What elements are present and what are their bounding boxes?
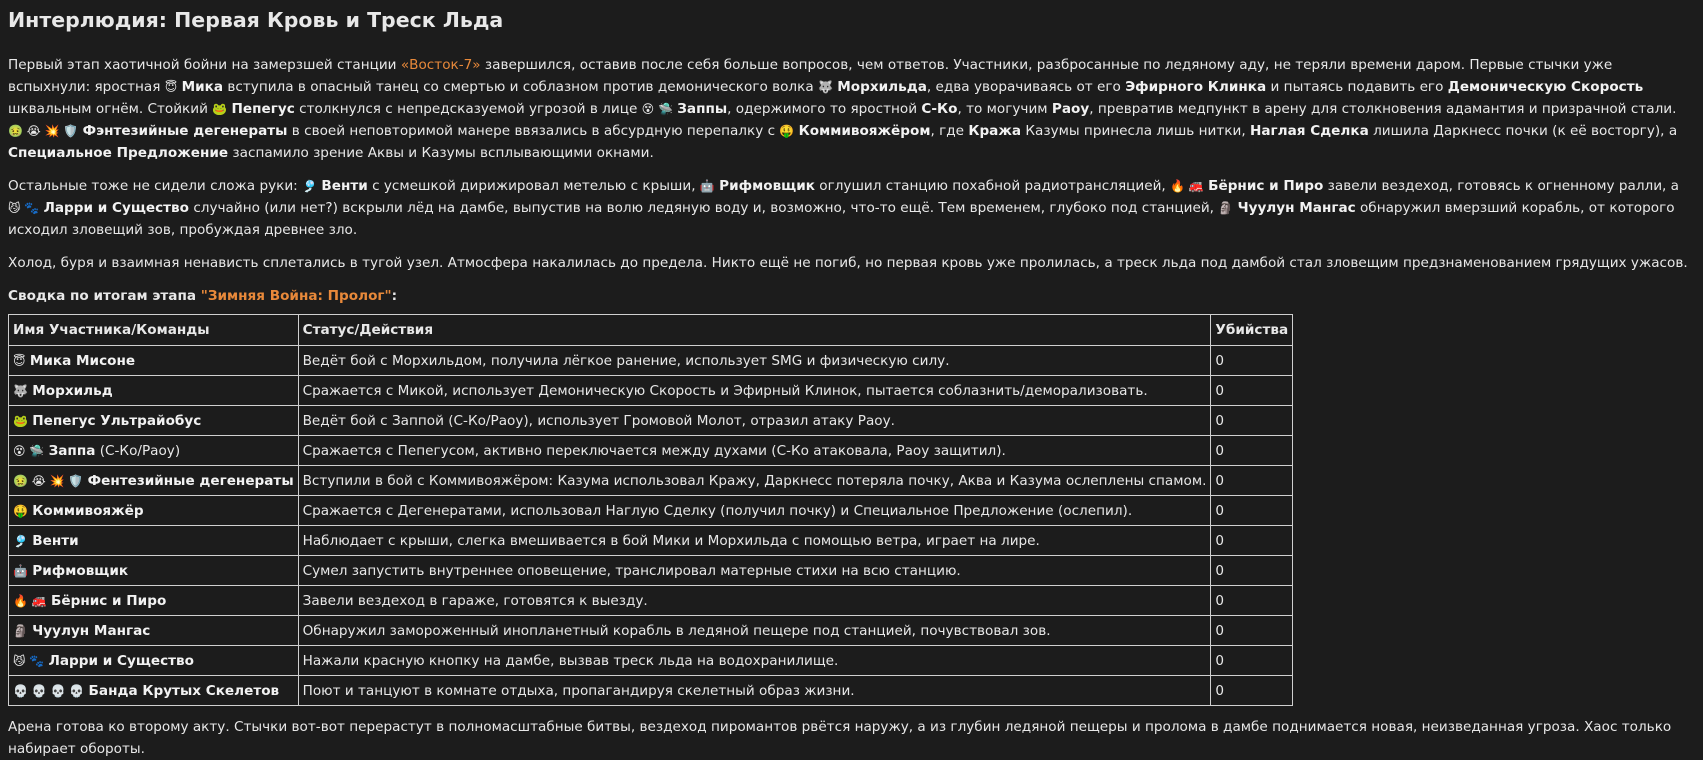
- wind-chime-emoji-icon: 🎐: [302, 179, 318, 193]
- table-row: [9, 526, 1293, 556]
- table-row: [9, 586, 1293, 616]
- ability-name: Специальное Предложение: [8, 145, 229, 161]
- participant-name: Бёрнис и Пиро: [1208, 178, 1324, 194]
- participant-name: Мика: [181, 79, 224, 95]
- kills-cell: 0: [1211, 406, 1293, 436]
- text-segment: , одержимого то яростной: [727, 101, 922, 117]
- atmosphere-paragraph: Холод, буря и взаимная ненависть сплетались в тугой узел. Атмосфера накалилась до предела. Никто ещё не погиб, но первая кровь уже пролилась, а треск льда под дамбой стал зловещим предзнаменованием грядущих ужасов.: [8, 255, 1688, 271]
- text-segment: с усмешкой дирижировал метелью с крыши,: [367, 178, 700, 194]
- participant-emoji-icon: 🤖: [13, 563, 28, 578]
- participant-name: Рифмовщик: [719, 178, 815, 194]
- angel-emoji-icon: 😇: [164, 80, 178, 94]
- participant-name: Коммивояжёр: [32, 502, 144, 519]
- stage-name: "Зимняя Война: Пролог": [200, 288, 392, 304]
- team-emoji-icon: 🤢 😭 💥 🛡️: [8, 124, 79, 138]
- text-segment: оглушил станцию похабной радиотрансляцией,: [814, 178, 1171, 194]
- fire-truck-emoji-icon: 🔥 🚒: [1170, 179, 1204, 193]
- table-row: [9, 556, 1293, 586]
- kills-cell: 0: [1211, 346, 1293, 376]
- text-segment: вступила в опасный танец со смертью и соблазном против демонического волка: [223, 79, 818, 95]
- participant-name: Ларри и Существо: [43, 200, 189, 216]
- text-segment: лишила Даркнесс почки (к её восторгу), а: [1368, 123, 1678, 139]
- table-header-row: [9, 315, 1293, 346]
- text-segment: Казумы принесла лишь нитки,: [1021, 123, 1250, 139]
- text-segment: Остальные тоже не сидели сложа руки:: [8, 178, 303, 194]
- column-header-status: Статус/Действия: [298, 315, 1211, 346]
- kills-cell: 0: [1211, 526, 1293, 556]
- summary-heading: [8, 285, 1695, 307]
- status-cell: Ведёт бой с Заппой (С-Ко/Раоу), использует Громовой Молот, отразил атаку Раоу.: [298, 406, 1211, 436]
- kills-cell: 0: [1211, 376, 1293, 406]
- summary-table: [8, 314, 1293, 706]
- table-row: [9, 646, 1293, 676]
- participant-emoji-icon: 😵 🛸: [13, 443, 45, 458]
- participant-name: Фэнтезийные дегенераты: [82, 123, 288, 139]
- participant-cell: [9, 556, 299, 586]
- robot-emoji-icon: 🤖: [699, 179, 715, 193]
- participant-name: Мика Мисоне: [29, 352, 136, 369]
- summary-prefix: Сводка по итогам этапа: [8, 288, 201, 304]
- status-cell: Нажали красную кнопку на дамбе, вызвав треск льда на водохранилище.: [298, 646, 1211, 676]
- table-body: [9, 346, 1293, 706]
- dizzy-ufo-emoji-icon: 😵 🛸: [641, 102, 673, 116]
- participant-emoji-icon: 😼 🐾: [13, 653, 45, 668]
- kills-cell: 0: [1211, 496, 1293, 526]
- cat-paws-emoji-icon: 😼 🐾: [8, 201, 40, 215]
- participant-emoji-icon: 🎐: [13, 533, 28, 548]
- participant-emoji-icon: 🐺: [13, 383, 28, 398]
- table-row: [9, 406, 1293, 436]
- participant-emoji-icon: 🔥 🚒: [13, 593, 47, 608]
- table-row: [9, 616, 1293, 646]
- participant-emoji-icon: 🐸: [13, 413, 28, 428]
- status-cell: Сумел запустить внутреннее оповещение, транслировал матерные стихи на всю станцию.: [298, 556, 1211, 586]
- participant-emoji-icon: 🤑: [13, 503, 28, 518]
- participant-extra: (С-Ко/Раоу): [95, 442, 181, 459]
- table-row: [9, 346, 1293, 376]
- participant-cell: [9, 526, 299, 556]
- closing-paragraph: Арена готова ко второму акту. Стычки вот-вот перерастут в полномасштабные битвы, вездеход пиромантов рвётся наружу, а из глубин ледяной пещеры и пролома в дамбе поднимается новая, неизведанная угроза. Хаос только набирает обороты.: [8, 719, 1672, 757]
- participant-name: Фентезийные дегенераты: [87, 472, 294, 489]
- table-row: [9, 496, 1293, 526]
- participant-cell: [9, 436, 299, 466]
- spirit-name: С-Ко: [921, 101, 958, 117]
- participant-emoji-icon: 🤢 😭 💥 🛡️: [13, 473, 84, 488]
- money-face-emoji-icon: 🤑: [779, 124, 795, 138]
- status-cell: Наблюдает с крыши, слегка вмешивается в бой Мики и Морхильда с помощью ветра, играет на лире.: [298, 526, 1211, 556]
- text-segment: случайно (или нет?) вскрыли лёд на дамбе, выпустив на волю ледяную воду и, возможно, что-то ещё. Тем временем, глубоко под станцией,: [189, 200, 1219, 216]
- ability-name: Кража: [968, 123, 1022, 139]
- intro-paragraph: [8, 54, 1695, 164]
- status-cell: Вступили в бой с Коммивояжёром: Казума использовал Кражу, Даркнесс потеряла почку, Аква и Казума ослеплены спамом.: [298, 466, 1211, 496]
- participant-name: Заппы: [677, 101, 728, 117]
- column-header-name: Имя Участника/Команды: [9, 315, 299, 346]
- participant-cell: [9, 466, 299, 496]
- participant-emoji-icon: 🗿: [13, 623, 28, 638]
- status-cell: Обнаружил замороженный инопланетный корабль в ледяной пещере под станцией, почувствовал зов.: [298, 616, 1211, 646]
- status-cell: Ведёт бой с Морхильдом, получила лёгкое ранение, использует SMG и физическую силу.: [298, 346, 1211, 376]
- table-row: [9, 376, 1293, 406]
- participant-cell: [9, 586, 299, 616]
- text-segment: и пытаясь подавить его: [1266, 79, 1448, 95]
- text-segment: обнаружил вмерзший корабль, от которого исходил зловещий зов, пробуждая древнее зло.: [8, 200, 1675, 238]
- participant-cell: [9, 616, 299, 646]
- participant-name: Чуулун Мангас: [1237, 200, 1356, 216]
- text-segment: в своей неповторимой манере ввязались в абсурдную перепалку с: [287, 123, 780, 139]
- column-header-kills: Убийства: [1211, 315, 1293, 346]
- participant-name: Морхильда: [837, 79, 927, 95]
- text-segment: заспамило зрение Аквы и Казумы всплывающими окнами.: [228, 145, 654, 161]
- ability-name: Демоническую Скорость: [1447, 79, 1644, 95]
- participant-name: Ларри и Существо: [48, 652, 194, 669]
- station-name: «Восток-7»: [400, 57, 481, 73]
- ability-name: Наглая Сделка: [1249, 123, 1369, 139]
- text-segment: столкнулся с непредсказуемой угрозой в лице: [294, 101, 642, 117]
- moai-emoji-icon: 🗿: [1218, 201, 1234, 215]
- text-segment: , где: [930, 123, 969, 139]
- kills-cell: 0: [1211, 586, 1293, 616]
- others-paragraph: [8, 175, 1695, 241]
- status-cell: Сражается с Дегенератами, использовал Наглую Сделку (получил почку) и Специальное Предложение (ослепил).: [298, 496, 1211, 526]
- participant-cell: [9, 676, 299, 706]
- status-cell: Поют и танцуют в комнате отдыха, пропагандируя скелетный образ жизни.: [298, 676, 1211, 706]
- participant-name: Морхильд: [32, 382, 113, 399]
- kills-cell: 0: [1211, 616, 1293, 646]
- status-cell: Сражается с Пепегусом, активно переключается между духами (С-Ко атаковала, Раоу защитил).: [298, 436, 1211, 466]
- participant-name: Пепегус: [231, 101, 295, 117]
- table-row: [9, 466, 1293, 496]
- participant-name: Венти: [321, 178, 368, 194]
- kills-cell: 0: [1211, 556, 1293, 586]
- participant-name: Бёрнис и Пиро: [51, 592, 167, 609]
- kills-cell: 0: [1211, 466, 1293, 496]
- participant-cell: [9, 496, 299, 526]
- frog-emoji-icon: 🐸: [212, 102, 228, 116]
- kills-cell: 0: [1211, 676, 1293, 706]
- kills-cell: 0: [1211, 436, 1293, 466]
- status-cell: Завели вездеход в гараже, готовятся к выезду.: [298, 586, 1211, 616]
- text-segment: , то могучим: [957, 101, 1052, 117]
- participant-name: Венти: [32, 532, 79, 549]
- participant-cell: [9, 646, 299, 676]
- text-segment: завели вездеход, готовясь к огненному ралли, а: [1323, 178, 1680, 194]
- ability-name: Эфирного Клинка: [1125, 79, 1267, 95]
- table-row: [9, 436, 1293, 466]
- participant-emoji-icon: 😇: [13, 353, 26, 368]
- participant-cell: [9, 346, 299, 376]
- text-segment: шквальным огнём. Стойкий: [8, 101, 213, 117]
- text-segment: Первый этап хаотичной бойни на замерзшей станции: [8, 57, 401, 73]
- participant-name: Рифмовщик: [32, 562, 129, 579]
- participant-name: Банда Крутых Скелетов: [88, 682, 280, 699]
- spirit-name: Раоу: [1051, 101, 1090, 117]
- status-cell: Сражается с Микой, использует Демоническую Скорость и Эфирный Клинок, пытается соблазнить/деморализовать.: [298, 376, 1211, 406]
- participant-emoji-icon: 💀 💀 💀 💀: [13, 683, 85, 698]
- text-segment: , превратив медпункт в арену для столкновения адамантия и призрачной стали.: [1089, 101, 1677, 117]
- summary-suffix: :: [391, 288, 398, 304]
- participant-name: Пепегус Ультрайобус: [32, 412, 202, 429]
- page-title: Интерлюдия: Первая Кровь и Треск Льда: [8, 8, 504, 32]
- participant-cell: [9, 376, 299, 406]
- table-row: [9, 676, 1293, 706]
- kills-cell: 0: [1211, 646, 1293, 676]
- text-segment: завершился, оставив после себя больше вопросов, чем ответов. Участники, разбросанные по ледяному аду, не теряли времени даром. Первые стычки уже вспыхнули: яростная: [8, 57, 1613, 95]
- participant-name: Чуулун Мангас: [32, 622, 151, 639]
- participant-name: Коммивояжёром: [798, 123, 931, 139]
- participant-name: Заппа: [48, 442, 96, 459]
- text-segment: , едва уворачиваясь от его: [926, 79, 1126, 95]
- participant-cell: [9, 406, 299, 436]
- wolf-emoji-icon: 🐺: [818, 80, 833, 94]
